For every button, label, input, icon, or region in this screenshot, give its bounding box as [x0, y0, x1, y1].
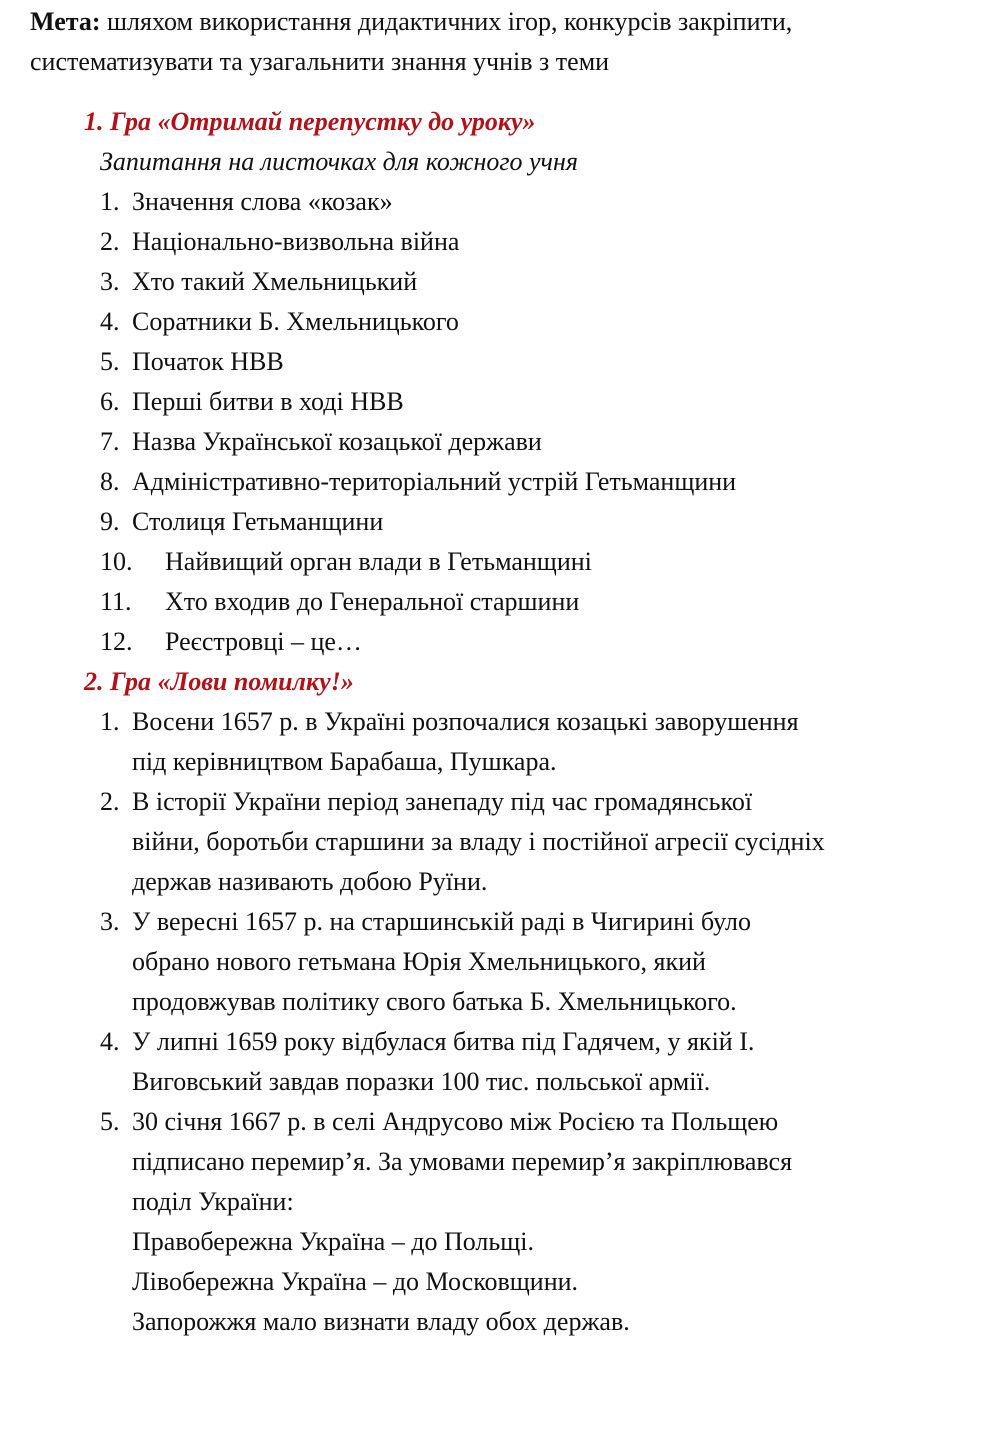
goal-text-1: шляхом використання дидактичних ігор, конкурсів закріпити,	[100, 7, 793, 36]
statement-text: Лівобережна Україна – до Московщини.	[132, 1267, 579, 1296]
question-item	[0, 342, 984, 382]
item-text: Реєстровці – це…	[165, 627, 362, 656]
item-text: Назва Української козацької держави	[132, 427, 542, 456]
statement-text: У липні 1659 року відбулася битва під Гадячем, у якій І.	[132, 1027, 755, 1056]
item-number: 3.	[100, 907, 120, 936]
item-number: 5.	[100, 1107, 120, 1136]
statement-line	[0, 1182, 984, 1222]
statement-text: обрано нового гетьмана Юрія Хмельницького, який	[132, 947, 706, 976]
question-item	[0, 462, 984, 502]
statement-line	[0, 742, 984, 782]
spacer	[0, 82, 984, 102]
question-item	[0, 182, 984, 222]
game1-subtitle: Запитання на листочках для кожного учня	[100, 147, 578, 176]
statement-item	[0, 702, 984, 782]
statement-line	[0, 1062, 984, 1102]
statement-line	[0, 782, 984, 822]
question-item	[0, 542, 984, 582]
item-text: Столиця Гетьманщини	[132, 507, 384, 536]
item-text: Національно-визвольна війна	[132, 227, 460, 256]
document-page	[0, 2, 984, 1342]
item-number: 1.	[100, 707, 120, 736]
item-number: 5.	[100, 347, 120, 376]
statement-line	[0, 902, 984, 942]
statement-line	[0, 702, 984, 742]
statement-text: поділ України:	[132, 1187, 294, 1216]
item-number: 7.	[100, 427, 120, 456]
statement-text: під керівництвом Барабаша, Пушкара.	[132, 747, 557, 776]
item-number: 11.	[100, 587, 132, 616]
statement-line	[0, 1142, 984, 1182]
goal-line-2: систематизувати та узагальнити знання учнів з теми	[30, 47, 610, 76]
question-item	[0, 622, 984, 662]
statement-text: Правобережна Україна – до Польщі.	[132, 1227, 535, 1256]
question-item	[0, 382, 984, 422]
item-number: 10.	[100, 547, 133, 576]
statement-text: продовжував політику свого батька Б. Хмельницького.	[132, 987, 737, 1016]
game2-statement-list	[0, 702, 984, 1342]
statement-text: Восени 1657 р. в Україні розпочалися козацькі заворушення	[132, 707, 799, 736]
statement-text: держав називають добою Руїни.	[132, 867, 488, 896]
item-text: Адміністративно-територіальний устрій Гетьманщини	[132, 467, 737, 496]
item-number: 1.	[100, 187, 120, 216]
statement-item	[0, 782, 984, 902]
statement-line	[0, 1302, 984, 1342]
statement-line	[0, 1262, 984, 1302]
statement-item	[0, 1102, 984, 1342]
item-number: 3.	[100, 267, 120, 296]
statement-item	[0, 1022, 984, 1102]
statement-line	[0, 1102, 984, 1142]
game2-heading: 2. Гра «Лови помилку!»	[84, 667, 354, 696]
item-number: 4.	[100, 1027, 120, 1056]
statement-line	[0, 942, 984, 982]
statement-text: 30 січня 1667 р. в селі Андрусово між Росією та Польщею	[132, 1107, 779, 1136]
item-number: 12.	[100, 627, 133, 656]
item-text: Хто такий Хмельницький	[132, 267, 418, 296]
statement-line	[0, 1022, 984, 1062]
question-item	[0, 262, 984, 302]
goal-line-1	[0, 2, 984, 42]
item-text: Початок НВВ	[132, 347, 284, 376]
goal-label: Мета:	[30, 7, 101, 36]
question-item	[0, 582, 984, 622]
statement-line	[0, 822, 984, 862]
statement-text: Виговський завдав поразки 100 тис. польської армії.	[132, 1067, 711, 1096]
item-text: Хто входив до Генеральної старшини	[165, 587, 580, 616]
statement-text: війни, боротьби старшини за владу і постійної агресії сусідніх	[132, 827, 825, 856]
statement-text: В історії України період занепаду під час громадянської	[132, 787, 753, 816]
item-text: Найвищий орган влади в Гетьманщині	[165, 547, 592, 576]
item-text: Значення слова «козак»	[132, 187, 393, 216]
item-number: 6.	[100, 387, 120, 416]
item-number: 2.	[100, 787, 120, 816]
statement-line	[0, 1222, 984, 1262]
question-item	[0, 302, 984, 342]
statement-line	[0, 862, 984, 902]
question-item	[0, 502, 984, 542]
item-number: 2.	[100, 227, 120, 256]
statement-text: У вересні 1657 р. на старшинській раді в Чигирині було	[132, 907, 751, 936]
statement-line	[0, 982, 984, 1022]
item-number: 9.	[100, 507, 120, 536]
question-item	[0, 422, 984, 462]
item-text: Соратники Б. Хмельницького	[132, 307, 459, 336]
statement-text: Запорожжя мало визнати владу обох держав.	[132, 1307, 630, 1336]
item-text: Перші битви в ході НВВ	[132, 387, 404, 416]
item-number: 8.	[100, 467, 120, 496]
item-number: 4.	[100, 307, 120, 336]
game1-question-list	[0, 182, 984, 662]
question-item	[0, 222, 984, 262]
statement-text: підписано перемир’я. За умовами перемир’я закріплювався	[132, 1147, 793, 1176]
game1-heading: 1. Гра «Отримай перепустку до уроку»	[84, 107, 536, 136]
statement-item	[0, 902, 984, 1022]
